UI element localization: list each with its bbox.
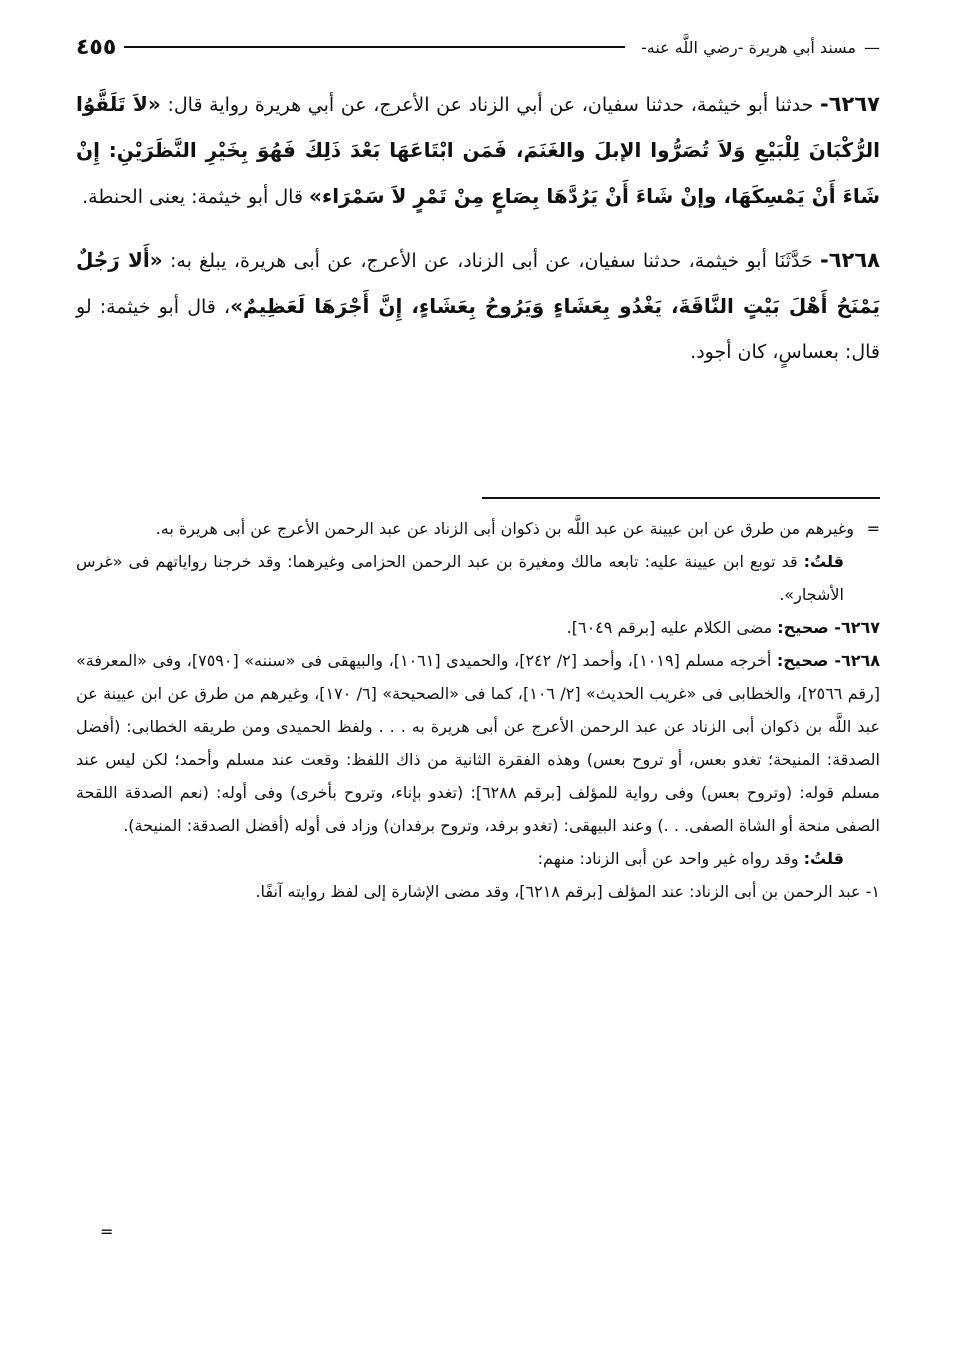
hadith-matn: «أَلا رَجُلٌ يَمْنَحُ أَهْلَ بَيْتٍ النَّاقَةَ، يَغْدُو بِعَشَاءٍ وَيَرُوحُ بِعَشَاءٍ، إِنَّ أَجْرَهَا لَعَظِيمٌ» bbox=[76, 248, 880, 318]
hadith-tail: ، قال أبو خيثمة: لو قال: بعساسٍ، كان أجود. bbox=[76, 296, 880, 363]
footnote-text: وقد رواه غير واحد عن أبى الزناد: منهم: bbox=[537, 849, 799, 868]
footnote-text: مضى الكلام عليه [برقم ٦٠٤٩]. bbox=[566, 618, 773, 637]
header-dash: — bbox=[864, 37, 880, 57]
hadith-isnad: حَدَّثَنَا أبو خيثمة، حدثنا سفيان، عن أبى الزناد، عن الأعرج، عن أبى هريرة، يبلغ به: bbox=[169, 250, 813, 272]
hadith-tail: قال أبو خيثمة: يعنى الحنطة. bbox=[82, 186, 303, 208]
header-rule bbox=[124, 46, 625, 48]
hadith-6267 bbox=[76, 82, 880, 220]
continuation-mark: = bbox=[866, 519, 880, 538]
footnote-separator bbox=[482, 497, 880, 499]
footnote-text: وغيرهم من طرق عن ابن عيينة عن عبد اللَّه بن ذكوان أبى الزناد عن عبد الرحمن الأعرج عن أبى هريرة به. bbox=[155, 519, 854, 538]
footnote-continuation bbox=[76, 512, 880, 545]
running-title: مسند أبي هريرة -رضي اللَّه عنه- bbox=[640, 37, 856, 57]
footnote-text: ١- عبد الرحمن بن أبى الزناد: عند المؤلف [برقم ٦٢١٨]، وقد مضى الإشارة إلى لفظ روايته آنفًا. bbox=[255, 882, 880, 901]
footnote-list-item bbox=[76, 875, 880, 908]
footnote-label: قلتُ: bbox=[803, 849, 844, 868]
footnote-text: أخرجه مسلم [١٠١٩]، وأحمد [٢/ ٢٤٢]، والحميدى [١٠٦١]، والبيهقى فى «سننه» [٧٥٩٠]، وفى «المعرفة» [رقم ٢٥٦٦]، والخطابى فى «غريب الحديث» [٢/ ١٠٦]، كما فى «الصحيحة» [٦/ ١٧٠]، وغيرهم من طرق عن ابن عيينة عن عبد اللَّه بن ذكوان أبى الزناد عن عبد الرحمن الأعرج عن أبى هريرة به . . . ولفظ الحميدى ومن طريقه الخطابى: (أفضل الصدقة: المنيحة؛ تغدو بعس، أو تروح بعس) وهذه الفقرة الثانية من ذاك اللفظ: وقعت عند مسلم وأحمد؛ لكن ليس عند مسلم قوله: (وتروح بعس) وفى رواية للمؤلف [برقم ٦٢٨٨]: (تغدو بإناء، وتروح بأخرى) وفى أوله: (نعم الصدقة اللقحة الصفى منحة أو الشاة الصفى. . .) وعند البيهقى: (تغدو برفد، وتروح برفدان) وزاد فى أوله (أفضل الصدقة: المنيحة). bbox=[76, 651, 881, 835]
hadith-6268 bbox=[76, 238, 880, 375]
page-number: ٤٥٥ bbox=[76, 34, 117, 60]
hadith-isnad: حدثنا أبو خيثمة، حدثنا سفيان، عن أبي الزناد عن الأعرج، عن أبي هريرة رواية قال: bbox=[167, 94, 814, 116]
footnote-remark bbox=[76, 545, 880, 611]
main-text bbox=[76, 82, 880, 393]
footnote-6268 bbox=[76, 644, 880, 842]
footnote-label: ٦٢٦٨- صحيح: bbox=[776, 651, 881, 670]
footnote-text: قد توبع ابن عيينة عليه: تابعه مالك ومغيرة بن عبد الرحمن الحزامى وغيرهما: وقد خرجنا رواياتهم فى «غرس الأشجار». bbox=[76, 552, 844, 604]
page-end-continuation-mark: = bbox=[100, 1222, 114, 1241]
footnote-label: قلتُ: bbox=[803, 552, 844, 571]
footnote-remark bbox=[76, 842, 880, 875]
footnote-6267 bbox=[76, 611, 880, 644]
hadith-number: ٦٢٦٧- bbox=[820, 92, 881, 116]
hadith-matn: «لاَ تَلَقَّوُا الرُّكْبَانَ لِلْبَيْعِ وَلاَ تُصَرُّوا الإبلَ والغَنَمَ، فَمَن ابْتَاعَهَا بَعْدَ ذَلِكَ فَهُوَ بِخَيْرِ النَّظَرَيْنِ: إِنْ شَاءَ أَنْ يَمْسِكَهَا، وإنْ شَاءَ أَنْ يَرُدَّهَا بِصَاعٍ مِنْ تَمْرٍ لاَ سَمْرَاء» bbox=[76, 92, 880, 208]
footnotes bbox=[76, 512, 880, 908]
page-header bbox=[76, 30, 880, 64]
hadith-number: ٦٢٦٨- bbox=[820, 248, 880, 272]
footnote-label: ٦٢٦٧- صحيح: bbox=[777, 618, 880, 637]
